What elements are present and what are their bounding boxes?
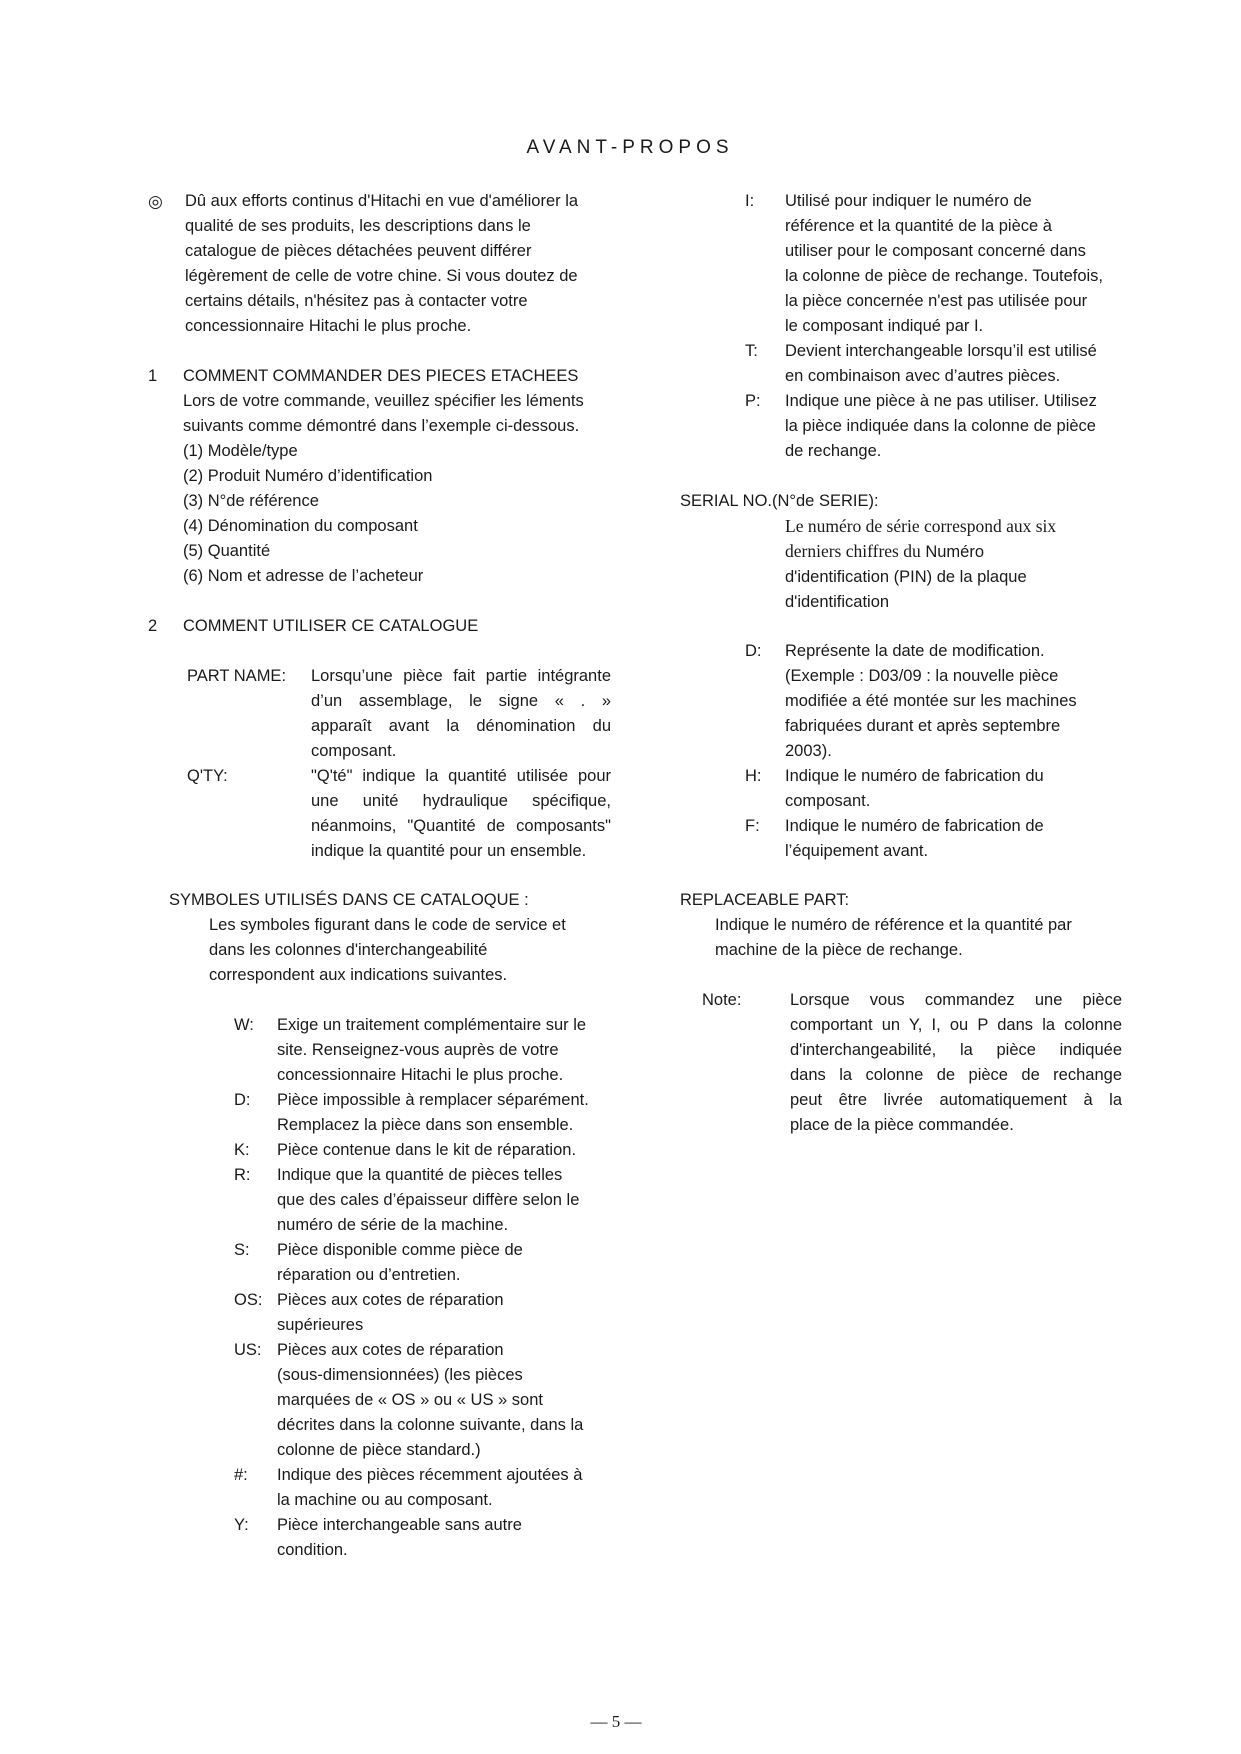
symbol-line: Pièce disponible comme pièce de [277, 1241, 523, 1259]
code-line: fabriquées durant et après septembre [785, 717, 1061, 735]
symbol-line: Devient interchangeable lorsqu’il est utilisé [785, 342, 1097, 360]
symbol-key: Y: [234, 1516, 249, 1534]
section-1-item: (2) Produit Numéro d’identification [183, 467, 433, 485]
symbol-key: S: [234, 1241, 250, 1259]
part-name-line: d’un assemblage, le signe « . » [311, 692, 611, 710]
serial-line-sans: Numéro [925, 543, 985, 561]
symbol-line: le composant indiqué par I. [785, 317, 984, 335]
symbol-line: Exige un traitement complémentaire sur le [277, 1016, 587, 1034]
symbol-line: la machine ou au composant. [277, 1491, 493, 1509]
qty-line: indique la quantité pour un ensemble. [311, 842, 587, 860]
intro-paragraph [185, 189, 609, 339]
serial-line: Le numéro de série correspond aux six [785, 516, 1057, 536]
code-key: H: [745, 767, 762, 785]
symbol-line: supérieures [277, 1316, 364, 1334]
code-item [745, 764, 1145, 814]
note-line: dans la colonne de pièce de rechange [790, 1066, 1122, 1084]
section-1-item: (5) Quantité [183, 542, 271, 560]
qty-line: "Q'té" indique la quantité utilisée pour [311, 767, 611, 785]
part-name-line: apparaît avant la dénomination du [311, 717, 611, 735]
symbol-item [234, 1163, 624, 1238]
note-line: peut être livrée automatiquement à la [790, 1091, 1122, 1109]
symbol-line: utiliser pour le composant concerné dans [785, 242, 1086, 260]
code-item [745, 814, 1145, 864]
symbol-line: Pièces aux cotes de réparation [277, 1341, 504, 1359]
symbol-line: la pièce concernée n'est pas utilisée pour [785, 292, 1088, 310]
section-1-item: (4) Dénomination du composant [183, 517, 418, 535]
symbol-key: P: [745, 392, 761, 410]
symbol-item [234, 1138, 624, 1163]
symbol-item [234, 1088, 624, 1138]
symbol-key: W: [234, 1016, 254, 1034]
code-line: Représente la date de modification. [785, 642, 1045, 660]
symbol-line: Indique une pièce à ne pas utiliser. Utilisez [785, 392, 1097, 410]
symbol-line: décrites dans la colonne suivante, dans la [277, 1416, 584, 1434]
code-key: D: [745, 642, 762, 660]
replaceable-description [715, 913, 1135, 963]
qty-line: une unité hydraulique spécifique, [311, 792, 611, 810]
symbol-key: OS: [234, 1291, 263, 1309]
section-1-line: suivants comme démontré dans l’exemple ci-dessous. [183, 417, 580, 435]
symbol-line: Indique des pièces récemment ajoutées à [277, 1466, 583, 1484]
section-2-number: 2 [148, 617, 158, 635]
section-1-item: (3) N°de référence [183, 492, 319, 510]
symbol-key: I: [745, 192, 755, 210]
symbol-item [234, 1513, 624, 1563]
section-1-number: 1 [148, 367, 158, 385]
replaceable-line: machine de la pièce de rechange. [715, 941, 963, 959]
symbol-item [234, 1463, 624, 1513]
part-name-line: Lorsqu’une pièce fait partie intégrante [311, 667, 611, 685]
serial-line: d'identification [785, 593, 890, 611]
part-name-entry [187, 664, 612, 764]
symbol-line: (sous-dimensionnées) (les pièces [277, 1366, 523, 1384]
symbol-line: site. Renseignez-vous auprès de votre [277, 1041, 559, 1059]
part-name-line: composant. [311, 742, 397, 760]
note-line: d'interchangeabilité, la pièce indiquée [790, 1041, 1122, 1059]
code-item [745, 639, 1145, 764]
code-key: F: [745, 817, 760, 835]
symbol-line: Pièce contenue dans le kit de réparation. [277, 1141, 577, 1159]
qty-key: Q'TY: [187, 767, 228, 785]
symbol-key: T: [745, 342, 758, 360]
serial-line [785, 539, 1125, 565]
symbol-key: K: [234, 1141, 250, 1159]
symbol-line: numéro de série de la machine. [277, 1216, 509, 1234]
section-1-item: (6) Nom et adresse de l’acheteur [183, 567, 424, 585]
symbol-line: que des cales d’épaisseur diffère selon le [277, 1191, 580, 1209]
intro-line: catalogue de pièces détachées peuvent différer [185, 242, 532, 260]
code-line: l’équipement avant. [785, 842, 929, 860]
section-1-heading: COMMENT COMMANDER DES PIECES ETACHEES [183, 367, 579, 385]
symbol-item [234, 1338, 624, 1463]
serial-line-serif: derniers chiffres du [785, 541, 921, 561]
symbol-line: Pièce interchangeable sans autre [277, 1516, 522, 1534]
intro-bullet: ◎ [148, 192, 163, 211]
note-key: Note: [702, 991, 742, 1009]
qty-line: néanmoins, "Quantité de composants" [311, 817, 611, 835]
page-title: AVANT-PROPOS [526, 137, 734, 158]
symbols-heading: SYMBOLES UTILISÉS DANS CE CATALOQUE : [169, 891, 529, 909]
symbol-line: référence et la quantité de la pièce à [785, 217, 1052, 235]
symbol-line: de rechange. [785, 442, 882, 460]
symbol-item [234, 1288, 624, 1338]
symbol-item [745, 189, 1145, 339]
symbol-item [745, 389, 1145, 464]
intro-line: certains détails, n'hésitez pas à contacter votre [185, 292, 528, 310]
replaceable-line: Indique le numéro de référence et la quantité par [715, 916, 1072, 934]
symbol-line: Indique que la quantité de pièces telles [277, 1166, 563, 1184]
symbol-key: #: [234, 1466, 248, 1484]
symbol-line: marquées de « OS » ou « US » sont [277, 1391, 543, 1409]
section-1-item: (1) Modèle/type [183, 442, 298, 460]
symbols-intro-line: correspondent aux indications suivantes. [209, 966, 508, 984]
replaceable-heading: REPLACEABLE PART: [680, 891, 850, 909]
intro-line: qualité de ses produits, les descriptions dans le [185, 217, 531, 235]
symbols-intro-line: dans les colonnes d'interchangeabilité [209, 941, 488, 959]
symbol-item [745, 339, 1145, 389]
code-line: (Exemple : D03/09 : la nouvelle pièce [785, 667, 1059, 685]
symbol-line: réparation ou d’entretien. [277, 1266, 461, 1284]
serial-description [785, 514, 1125, 615]
note-entry [702, 988, 1122, 1138]
symbol-line: la pièce indiquée dans la colonne de pièce [785, 417, 1096, 435]
symbol-item [234, 1013, 624, 1088]
symbol-line: condition. [277, 1541, 348, 1559]
intro-line: concessionnaire Hitachi le plus proche. [185, 317, 472, 335]
symbol-item [234, 1238, 624, 1288]
symbol-line: colonne de pièce standard.) [277, 1441, 481, 1459]
note-line: comportant un Y, I, ou P dans la colonne [790, 1016, 1122, 1034]
symbols-intro-line: Les symboles figurant dans le code de service et [209, 916, 566, 934]
note-line: Lorsque vous commandez une pièce [790, 991, 1122, 1009]
symbol-line: Pièces aux cotes de réparation [277, 1291, 504, 1309]
symbol-key: D: [234, 1091, 251, 1109]
symbol-line: la colonne de pièce de rechange. Toutefois, [785, 267, 1104, 285]
code-line: Indique le numéro de fabrication de [785, 817, 1044, 835]
intro-line: légèrement de celle de votre chine. Si vous doutez de [185, 267, 578, 285]
symbol-key: US: [234, 1341, 262, 1359]
code-line: modifiée a été montée sur les machines [785, 692, 1077, 710]
page-number: — 5 — [590, 1712, 642, 1731]
symbol-line: Remplacez la pièce dans son ensemble. [277, 1116, 574, 1134]
note-line: place de la pièce commandée. [790, 1116, 1014, 1134]
section-1-line: Lors de votre commande, veuillez spécifier les léments [183, 392, 584, 410]
symbols-intro [209, 913, 609, 988]
code-line: Indique le numéro de fabrication du [785, 767, 1044, 785]
intro-line: Dû aux efforts continus d'Hitachi en vue d'améliorer la [185, 192, 579, 210]
qty-entry [187, 764, 612, 864]
serial-line: d'identification (PIN) de la plaque [785, 568, 1027, 586]
section-2-heading: COMMENT UTILISER CE CATALOGUE [183, 617, 479, 635]
symbol-line: concessionnaire Hitachi le plus proche. [277, 1066, 564, 1084]
code-line: composant. [785, 792, 871, 810]
symbol-line: Pièce impossible à remplacer séparément. [277, 1091, 589, 1109]
serial-heading: SERIAL NO.(N°de SERIE): [680, 492, 879, 510]
symbol-line: Utilisé pour indiquer le numéro de [785, 192, 1032, 210]
symbols-list [234, 1013, 624, 1563]
codes-list [745, 639, 1145, 864]
code-line: 2003). [785, 742, 832, 760]
section-1 [183, 364, 623, 589]
right-symbols-list [745, 189, 1145, 464]
symbol-line: en combinaison avec d’autres pièces. [785, 367, 1061, 385]
part-name-key: PART NAME: [187, 667, 287, 685]
symbol-key: R: [234, 1166, 251, 1184]
